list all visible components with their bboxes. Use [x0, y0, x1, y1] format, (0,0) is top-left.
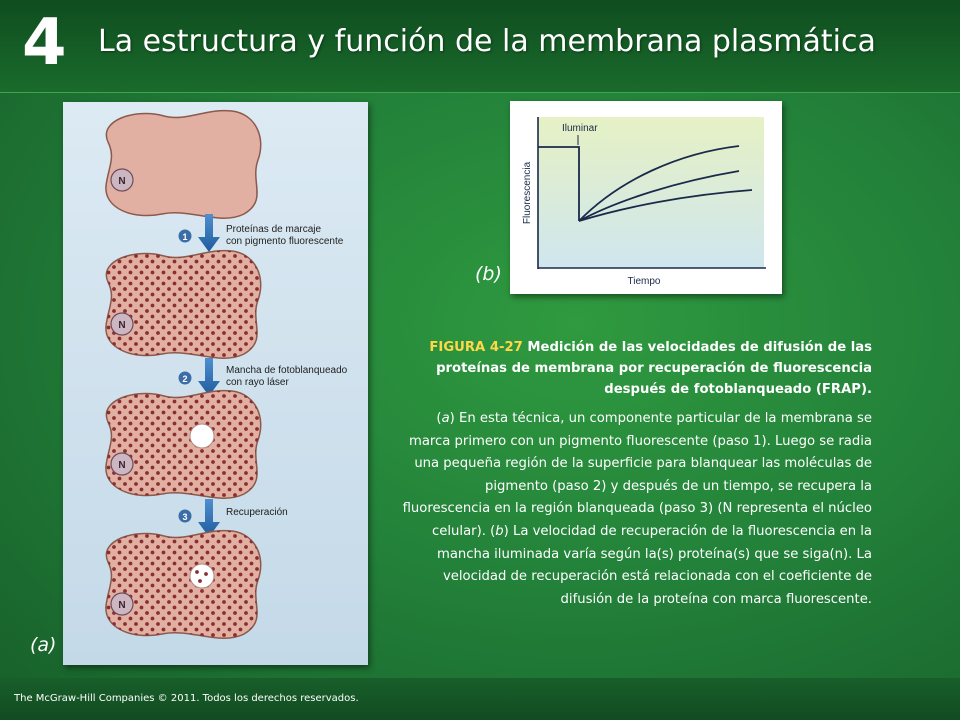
step-2-number: 2	[182, 374, 188, 384]
part-a-text: En esta técnica, un componente particular de la membrana se marca primero con un pigmento fluorescente (paso 1). Luego se radia una pequeña región de la superficie para blanquear las moléculas de pigmento (paso 2) y después de un tiempo, se recupera la fluorescencia en la región blanqueada (paso 3) (N representa el núcleo celular).	[402, 411, 872, 539]
part-a-letter: a	[441, 411, 450, 426]
cell-bleached	[106, 391, 261, 499]
step-2-text-1: Mancha de fotoblanqueado	[226, 365, 348, 376]
nucleus-icon	[111, 593, 133, 615]
figure-heading	[400, 337, 872, 400]
step-3-number: 3	[182, 512, 188, 522]
nucleus-icon	[111, 453, 133, 475]
x-axis-label: Tiempo	[627, 276, 661, 287]
step-3-text-1: Recuperación	[226, 507, 288, 518]
recovery-chart-svg	[510, 101, 782, 294]
cell-recovered	[106, 531, 261, 639]
svg-text:N: N	[118, 320, 126, 331]
frap-cell-diagram	[63, 102, 368, 665]
svg-text:N: N	[118, 600, 126, 611]
cell-labeled	[106, 251, 261, 359]
illuminate-label: Iluminar	[562, 123, 598, 134]
y-axis-label: Fluorescencia	[522, 161, 533, 225]
part-b-letter: b	[495, 523, 504, 539]
svg-text:N: N	[118, 460, 126, 471]
recovery-chart	[510, 101, 782, 294]
nucleus-icon	[111, 313, 133, 335]
panel-b-label: (b)	[475, 263, 502, 285]
slide-title: La estructura y función de la membrana plasmática	[98, 24, 876, 59]
figure-title: Medición de las velocidades de difusión de las proteínas de membrana por recuperación de fluorescencia después de fotoblanqueado (FRAP).	[436, 340, 872, 397]
panel-a-label: (a)	[30, 634, 57, 656]
cell-unlabeled	[106, 111, 261, 219]
recovering-spot	[190, 564, 214, 588]
copyright-notice: The McGraw-Hill Companies © 2011. Todos los derechos reservados.	[14, 693, 359, 704]
step-1-text-1: Proteínas de marcaje	[226, 224, 322, 235]
step-2-text-2: con rayo láser	[226, 377, 289, 388]
bleached-spot	[190, 424, 214, 448]
part-b-text: La velocidad de recuperación de la fluorescencia en la mancha iluminada varía según la(s) proteína(s) que se siga(n). La velocidad de recuperación está relacionada con el coeficiente de difusión de la proteína con marca fluorescente.	[436, 523, 872, 607]
step-1-text-2: con pigmento fluorescente	[226, 236, 344, 247]
frap-cell-svg	[63, 102, 368, 665]
nucleus-icon	[111, 169, 133, 191]
step-1-number: 1	[182, 232, 188, 242]
chapter-number: 4	[22, 6, 67, 80]
figure-caption	[400, 337, 872, 611]
svg-text:N: N	[118, 176, 126, 187]
figure-description: (a) En esta técnica, un componente particular de la membrana se marca primero con un pigmento fluorescente (paso 1). Luego se radia una pequeña región de la superficie para blanquear las moléculas de pigmento (paso 2) y después de un tiempo, se recupera la fluorescencia en la región blanqueada (paso 3) (N representa el núcleo celular). (b) La velocidad de recuperación de la fluorescencia en la mancha iluminada varía según la(s) proteína(s) que se siga(n). La velocidad de recuperación está relacionada con el coeficiente de difusión de la proteína con marca fluorescente.	[402, 411, 872, 607]
figure-id: FIGURA 4-27	[429, 340, 523, 355]
